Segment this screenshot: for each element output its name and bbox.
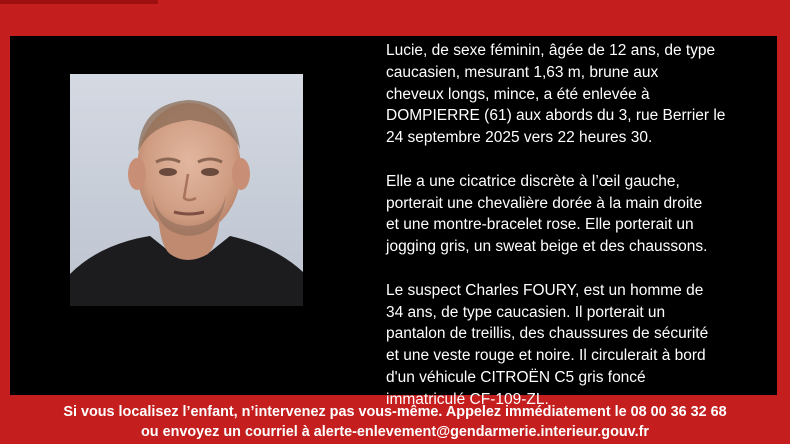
victim-description-paragraph: Lucie, de sexe féminin, âgée de 12 ans, de type caucasien, mesurant 1,63 m, brune aux cheveux longs, mince, a été enlevée à DOMPIERRE (61) aux abords du 3, rue Berrier le 24 septembre 2025 vers 22 heures 30. bbox=[386, 42, 726, 147]
suspect-photo bbox=[70, 74, 303, 306]
description-text bbox=[386, 40, 776, 432]
footer-line-email: ou envoyez un courriel à alerte-enlevement@gendarmerie.interieur.gouv.fr bbox=[141, 424, 649, 440]
footer-line-phone: Si vous localisez l’enfant, n’intervenez pas vous-même. Appelez immédiatement le 08 00 36 32 68 bbox=[63, 404, 727, 420]
victim-features-paragraph: Elle a une cicatrice discrète à l’œil gauche, porterait une chevalière dorée à la main droite et une montre-bracelet rose. Elle porterait un jogging gris, un sweat beige et des chaussons. bbox=[386, 172, 708, 256]
top-accent-bar bbox=[0, 0, 158, 4]
contact-footer bbox=[0, 402, 790, 442]
suspect-portrait-image bbox=[70, 74, 303, 306]
alert-panel bbox=[10, 36, 777, 408]
suspect-description-paragraph: Le suspect Charles FOURY, est un homme de 34 ans, de type caucasien. Il porterait un pantalon de treillis, des chaussures de sécurité et une veste rouge et noire. Il circulerait à bord d'un véhicule CITROËN C5 gris foncé immatriculé CF-109-ZL. bbox=[386, 281, 709, 408]
